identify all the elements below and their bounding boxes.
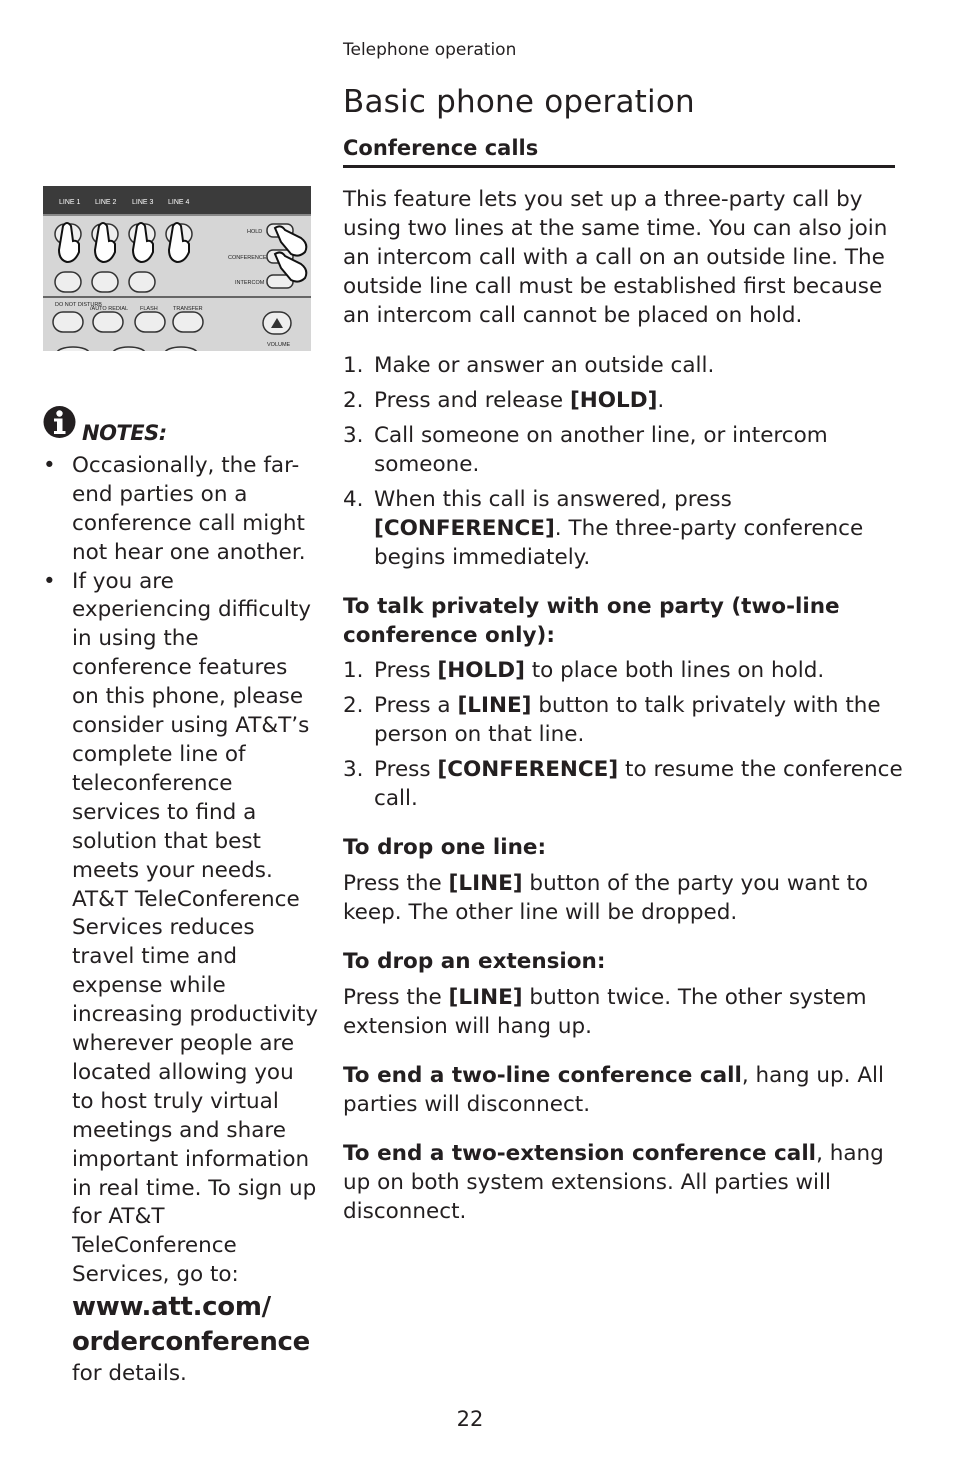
conference-label: CONFERENCE [228, 255, 267, 261]
list-item: 2. Press a [LINE] button to talk privately with the person on that line. [343, 693, 881, 747]
section-heading: Conference calls [343, 136, 895, 168]
notes-header [43, 405, 318, 448]
page-number: 22 [456, 1407, 484, 1431]
volume-label: VOLUME [267, 342, 291, 348]
url-link[interactable]: www.att.com/ orderconference [72, 1292, 310, 1358]
list-item: 3. Call someone on another line, or intercom someone. [343, 423, 828, 477]
line-2-label: LINE 2 [95, 199, 117, 206]
main-content [343, 185, 903, 1226]
drop-line-paragraph: Press the [LINE] button of the party you want to keep. The other line will be dropped. [343, 871, 869, 925]
hold-label: HOLD [247, 229, 263, 235]
line-3-label: LINE 3 [132, 199, 154, 206]
private-talk-heading: To talk privately with one party (two-line conference only): [343, 594, 840, 648]
conference-steps [343, 351, 903, 572]
list-item: 2. Press and release [HOLD]. [343, 388, 665, 413]
list-item: 3. Press [CONFERENCE] to resume the conference call. [343, 757, 903, 811]
line-4-label: LINE 4 [168, 199, 190, 206]
for-details-text: for details. [72, 1361, 187, 1387]
section-label: Telephone operation [343, 40, 517, 60]
private-steps [343, 656, 903, 813]
notes-sidebar [43, 405, 318, 1389]
intercom-label: INTERCOM [235, 280, 265, 286]
list-item: 1. Make or answer an outside call. [343, 353, 715, 378]
info-icon [43, 405, 76, 448]
list-item: 1. Press [HOLD] to place both lines on hold. [343, 658, 825, 683]
notes-list [43, 452, 318, 1389]
transfer-label: TRANSFER [173, 306, 203, 312]
list-item: 4. When this call is answered, press [CONFERENCE]. The three-party conference begins immediately. [343, 487, 864, 570]
end-two-extension-paragraph: To end a two-extension conference call, hang up on both system extensions. All parties will disconnect. [343, 1141, 884, 1224]
intro-paragraph: This feature lets you set up a three-party call by using two lines at the same time. You can also join an intercom call with a call on an outside line. The outside line call must be established first because an intercom call cannot be placed on hold. [343, 187, 888, 328]
page-title: Basic phone operation [343, 84, 695, 120]
phone-keypad-illustration [43, 186, 311, 351]
drop-extension-heading: To drop an extension: [343, 949, 606, 974]
drop-extension-paragraph: Press the [LINE] button twice. The other system extension will hang up. [343, 985, 867, 1039]
list-item: • If you are experiencing difficulty in using the conference features on this phone, please consider using AT&T’s complete line of teleconference services to find a solution that best meets your needs. AT&T TeleConference Services reduces travel time and expense while increasing productivity wherever people are located allowing you to host truly virtual meetings and share important information in real time. To sign up for AT&T TeleConference Services, go to: www.att.com/ orderconference for details. [43, 568, 318, 1387]
drop-line-heading: To drop one line: [343, 835, 547, 860]
line-1-label: LINE 1 [59, 199, 81, 206]
notes-title: NOTES: [82, 421, 167, 445]
list-item: • Occasionally, the far-end parties on a conference call might not hear one another. [43, 452, 306, 565]
dnd-label: DO NOT DISTURB [55, 302, 102, 308]
end-two-line-paragraph: To end a two-line conference call, hang up. All parties will disconnect. [343, 1063, 885, 1117]
flash-label: FLASH [140, 306, 158, 312]
redial-label: /AUTO REDIAL [90, 306, 129, 312]
